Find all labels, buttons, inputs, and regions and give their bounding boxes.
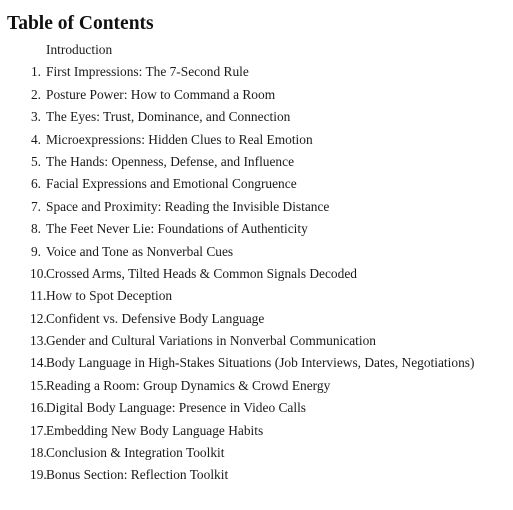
toc-entry-number: 17. (30, 422, 47, 438)
toc-entry-title: Confident vs. Defensive Body Language (46, 310, 265, 326)
toc-entry-number: 14. (30, 355, 47, 371)
toc-entry-number: 19. (30, 467, 47, 483)
toc-entry-title: Crossed Arms, Tilted Heads & Common Signals Decoded (46, 265, 357, 281)
toc-entry-title: Reading a Room: Group Dynamics & Crowd Energy (46, 377, 331, 393)
toc-entry-title: Voice and Tone as Nonverbal Cues (46, 243, 234, 259)
toc-entry-title: Introduction (46, 42, 113, 57)
toc-entry-title: Facial Expressions and Emotional Congruence (46, 176, 297, 192)
toc-entry-title: The Eyes: Trust, Dominance, and Connection (46, 109, 291, 125)
toc-entry-number: 12. (30, 310, 47, 326)
toc-entry-number: 15. (30, 377, 47, 393)
toc-entry-number: 2. (30, 86, 41, 102)
toc-entry-number: 13. (30, 333, 47, 349)
toc-entry-number: 16. (30, 400, 47, 416)
toc-entry-number: 5. (30, 153, 41, 169)
toc-entry-title: Space and Proximity: Reading the Invisible Distance (46, 198, 330, 214)
toc-entry-number: 1. (30, 64, 41, 80)
toc-entry-number: 9. (30, 243, 41, 259)
toc-entry-number: 10. (30, 265, 47, 281)
toc-entry-title: Digital Body Language: Presence in Video Calls (46, 400, 307, 416)
toc-entry-number: 18. (30, 445, 47, 461)
toc-entry-title: Microexpressions: Hidden Clues to Real Emotion (46, 131, 313, 147)
toc-entry-title: The Feet Never Lie: Foundations of Authenticity (46, 221, 308, 237)
toc-entry-number: 4. (30, 131, 41, 147)
toc-entry-number: 11. (30, 288, 47, 304)
toc-entry-title: Posture Power: How to Command a Room (46, 86, 276, 102)
toc-title: Table of Contents (7, 13, 154, 34)
toc-entry-title: Body Language in High-Stakes Situations (Job Interviews, Dates, Negotiations) (46, 355, 475, 371)
toc-entry-title: Conclusion & Integration Toolkit (46, 445, 225, 461)
toc-entry-title: How to Spot Deception (46, 288, 173, 304)
toc-entry-number: 6. (30, 176, 41, 192)
toc-entry-title: Bonus Section: Reflection Toolkit (46, 467, 229, 483)
toc-entry-number: 7. (30, 198, 41, 214)
toc-entry-number: 3. (30, 109, 41, 125)
toc-entry-number: 8. (30, 221, 41, 237)
toc-entry-title: First Impressions: The 7-Second Rule (46, 64, 249, 80)
toc-entry-title: Gender and Cultural Variations in Nonverbal Communication (46, 333, 376, 349)
toc-entry-title: Embedding New Body Language Habits (46, 422, 264, 438)
toc-entry-title: The Hands: Openness, Defense, and Influence (46, 153, 295, 169)
